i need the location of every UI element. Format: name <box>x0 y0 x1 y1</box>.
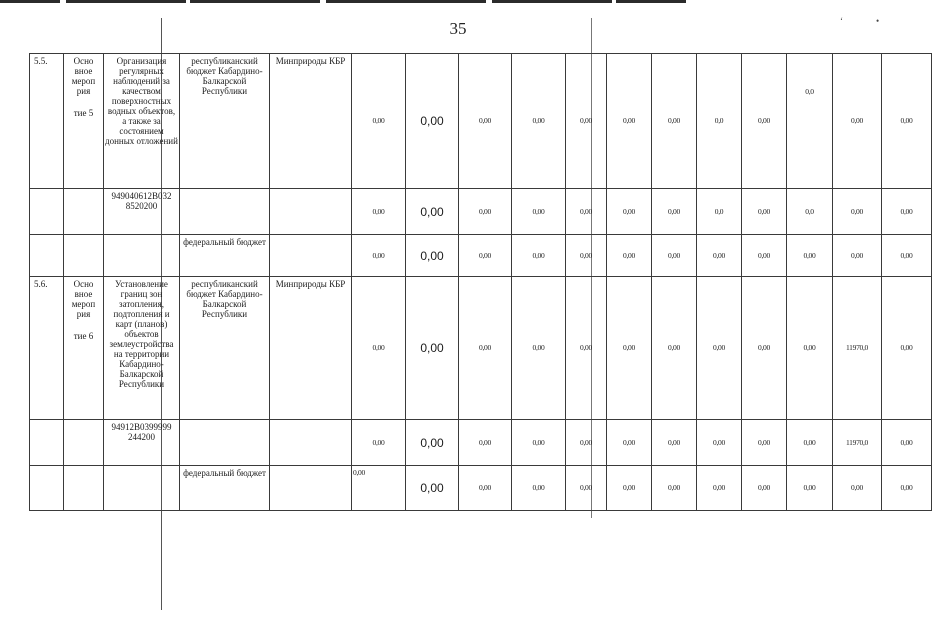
value-cell: 0,00 <box>652 277 697 420</box>
value-cell: 0,00 <box>607 54 652 189</box>
value-cell: 0,00 <box>459 235 512 277</box>
value-cell: 0,00 <box>652 235 697 277</box>
row-id <box>30 420 64 466</box>
value-cell: 0,00 <box>742 466 787 511</box>
table-row <box>30 277 932 420</box>
value-cell: 0,0 <box>787 189 833 235</box>
value-cell: 0,00 <box>742 235 787 277</box>
executor <box>270 189 352 235</box>
value-cell: 0,00 <box>882 189 932 235</box>
value-cell: 0,0 <box>697 189 742 235</box>
value-cell: 0,00 <box>406 466 459 511</box>
table-row <box>30 420 932 466</box>
value-cell: 0,00 <box>566 420 607 466</box>
scan-speck-right: ‘ <box>840 16 843 26</box>
value-cell: 0,00 <box>882 277 932 420</box>
table-row <box>30 466 932 511</box>
value-cell: 11970,0 <box>833 420 882 466</box>
value-cell: 0,00 <box>512 189 566 235</box>
value-cell: 0,00 <box>833 466 882 511</box>
measure-type: Осно вное мероп рия тие 6 <box>64 277 104 420</box>
value-cell: 0,00 <box>406 235 459 277</box>
value-cell: 0,00 <box>742 420 787 466</box>
value-cell: 0,00 <box>697 235 742 277</box>
value-cell: 0,00 <box>512 277 566 420</box>
value-cell: 0,00 <box>406 54 459 189</box>
value-cell: 0,00 <box>459 420 512 466</box>
executor <box>270 235 352 277</box>
value-cell: 0,00 <box>652 420 697 466</box>
value-cell: 0,00 <box>352 189 406 235</box>
value-cell: 0,00 <box>607 235 652 277</box>
table-row <box>30 189 932 235</box>
value-cell: 0,0 <box>697 54 742 189</box>
value-cell: 0,00 <box>406 189 459 235</box>
value-cell: 0,00 <box>512 54 566 189</box>
executor: Минприроды КБР <box>270 54 352 189</box>
executor <box>270 420 352 466</box>
value-cell: 0,00 <box>833 235 882 277</box>
value-cell: 0,00 <box>787 466 833 511</box>
value-cell: 0,00 <box>512 235 566 277</box>
value-cell: 0,00 <box>459 189 512 235</box>
value-cell: 11970,0 <box>833 277 882 420</box>
value-cell: 0,00 <box>607 420 652 466</box>
value-cell: 0,00 <box>459 277 512 420</box>
value-cell: 0,00 <box>352 420 406 466</box>
value-cell: 0,00 <box>882 420 932 466</box>
value-cell: 0,00 <box>566 235 607 277</box>
value-cell: 0,00 <box>406 420 459 466</box>
funding-source: федеральный бюджет <box>180 235 270 277</box>
funding-source <box>180 420 270 466</box>
value-cell: 0,00 <box>742 277 787 420</box>
row-id <box>30 235 64 277</box>
value-cell: 0,00 <box>566 54 607 189</box>
measure-type <box>64 420 104 466</box>
value-cell: 0,00 <box>512 420 566 466</box>
budget-table <box>29 53 932 511</box>
value-cell: 0,00 <box>406 277 459 420</box>
value-cell: 0,00 <box>459 466 512 511</box>
value-cell: 0,00 <box>787 277 833 420</box>
value-cell: 0,00 <box>352 277 406 420</box>
measure-name <box>104 235 180 277</box>
value-cell: 0,00 <box>566 466 607 511</box>
value-cell: 0,00 <box>652 189 697 235</box>
value-cell: 0,00 <box>607 189 652 235</box>
value-cell: 0,00 <box>787 235 833 277</box>
budget-code: 949040612В032 8520200 <box>104 189 180 235</box>
funding-source: федеральный бюджет <box>180 466 270 511</box>
value-cell: 0,00 <box>882 54 932 189</box>
scan-speck-far-right: • <box>876 16 880 26</box>
value-cell: 0,00 <box>459 54 512 189</box>
scan-top-edge <box>0 0 905 4</box>
row-id: 5.5. <box>30 54 64 189</box>
value-cell: 0,00 <box>607 277 652 420</box>
measure-type <box>64 235 104 277</box>
value-cell: 0,00 <box>566 277 607 420</box>
value-cell: 0,00 <box>352 54 406 189</box>
value-cell: 0,00 <box>697 420 742 466</box>
measure-name: Установление границ зон затопления, подтопления и карт (планов) объектов землеустройства на территории Кабардино-Балкарской Республики <box>104 277 180 420</box>
value-cell: 0,00 <box>742 54 787 189</box>
value-cell: 0,00 <box>882 466 932 511</box>
funding-source: республиканский бюджет Кабардино-Балкарской Республики <box>180 277 270 420</box>
value-cell: 0,00 <box>742 189 787 235</box>
budget-code: 94912В0399999 244200 <box>104 420 180 466</box>
measure-name <box>104 466 180 511</box>
page-number: 35 <box>449 19 467 38</box>
value-cell: 0,00 <box>833 189 882 235</box>
value-cell: 0,00 <box>882 235 932 277</box>
row-id <box>30 466 64 511</box>
value-cell: 0,00 <box>652 466 697 511</box>
funding-source: республиканский бюджет Кабардино-Балкарской Республики <box>180 54 270 189</box>
executor <box>270 466 352 511</box>
value-cell: 0,00 <box>697 466 742 511</box>
measure-type: Осно вное мероп рия тие 5 <box>64 54 104 189</box>
measure-name: Организация регулярных наблюдений за качеством поверхностных водных объектов, а также за состоянием донных отложений <box>104 54 180 189</box>
measure-type <box>64 189 104 235</box>
value-cell: 0,00 <box>352 466 406 511</box>
value-cell: 0,00 <box>352 235 406 277</box>
value-cell: 0,00 <box>787 420 833 466</box>
executor: Минприроды КБР <box>270 277 352 420</box>
table-row <box>30 235 932 277</box>
value-cell: 0,00 <box>512 466 566 511</box>
value-cell: 0,0 <box>787 54 833 189</box>
value-cell: 0,00 <box>566 189 607 235</box>
funding-source <box>180 189 270 235</box>
row-id: 5.6. <box>30 277 64 420</box>
measure-type <box>64 466 104 511</box>
table-row <box>30 54 932 189</box>
value-cell: 0,00 <box>652 54 697 189</box>
value-cell: 0,00 <box>697 277 742 420</box>
row-id <box>30 189 64 235</box>
value-cell: 0,00 <box>607 466 652 511</box>
value-cell: 0,00 <box>833 54 882 189</box>
